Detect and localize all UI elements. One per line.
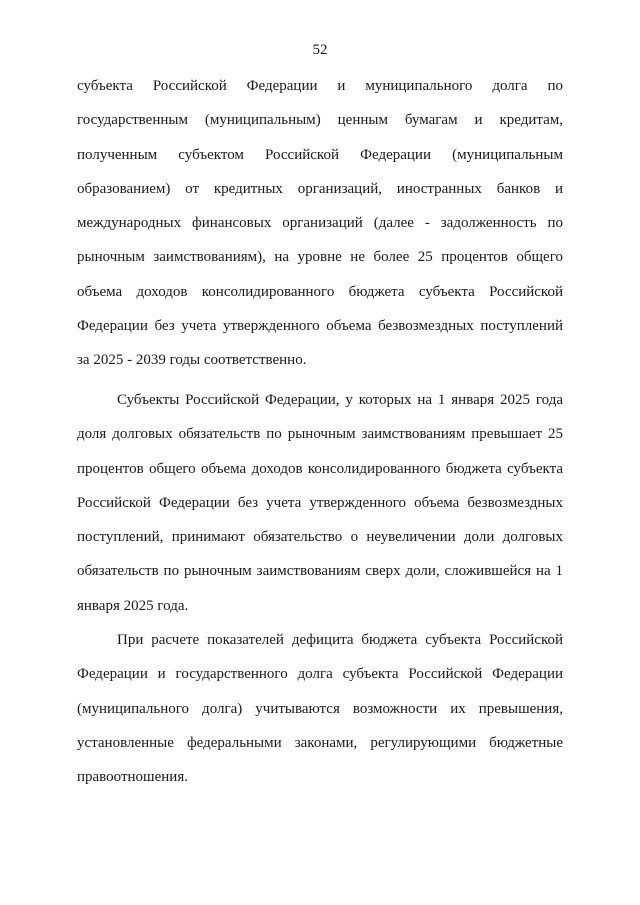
text-line: государственным (муниципальным) ценным бумагам и кредитам,: [77, 112, 563, 129]
text-line: доля долговых обязательств по рыночным заимствованиям превышает 25: [77, 426, 563, 443]
text-line: января 2025 года.: [77, 597, 189, 614]
text-line: образованием) от кредитных организаций, иностранных банков и: [77, 180, 563, 197]
text-line: обязательств по рыночным заимствованиям сверх доли, сложившейся на 1: [77, 563, 563, 580]
text-line: поступлений, принимают обязательство о неувеличении доли долговых: [77, 529, 563, 546]
paragraph-debt-obligations: [77, 390, 563, 630]
text-line: Федерации без учета утвержденного объема безвозмездных поступлений: [77, 318, 563, 335]
text-line: Субъекты Российской Федерации, у которых на 1 января 2025 года: [117, 392, 563, 408]
text-line: полученным субъектом Российской Федерации (муниципальным: [77, 146, 563, 163]
text-line: правоотношения.: [77, 769, 188, 786]
text-line: международных финансовых организаций (далее - задолженность по: [77, 215, 563, 232]
text-line: установленные федеральными законами, регулирующими бюджетные: [77, 734, 563, 751]
text-line: Российской Федерации без учета утвержденного объема безвозмездных: [77, 494, 563, 511]
text-line: процентов общего объема доходов консолидированного бюджета субъекта: [77, 460, 563, 477]
paragraph-deficit-calculation: [77, 630, 563, 801]
text-line: рыночным заимствованиям), на уровне не более 25 процентов общего: [77, 249, 563, 266]
text-line: (муниципального долга) учитываются возможности их превышения,: [77, 700, 563, 717]
text-line: Федерации и государственного долга субъекта Российской Федерации: [77, 666, 563, 683]
paragraph-continuation: [77, 76, 563, 385]
page-number: 52: [312, 42, 328, 58]
text-line: субъекта Российской Федерации и муниципального долга по: [77, 78, 563, 94]
text-line: объема доходов консолидированного бюджета субъекта Российской: [77, 283, 563, 300]
text-line: за 2025 - 2039 годы соответственно.: [77, 352, 307, 369]
text-line: При расчете показателей дефицита бюджета субъекта Российской: [117, 632, 563, 648]
